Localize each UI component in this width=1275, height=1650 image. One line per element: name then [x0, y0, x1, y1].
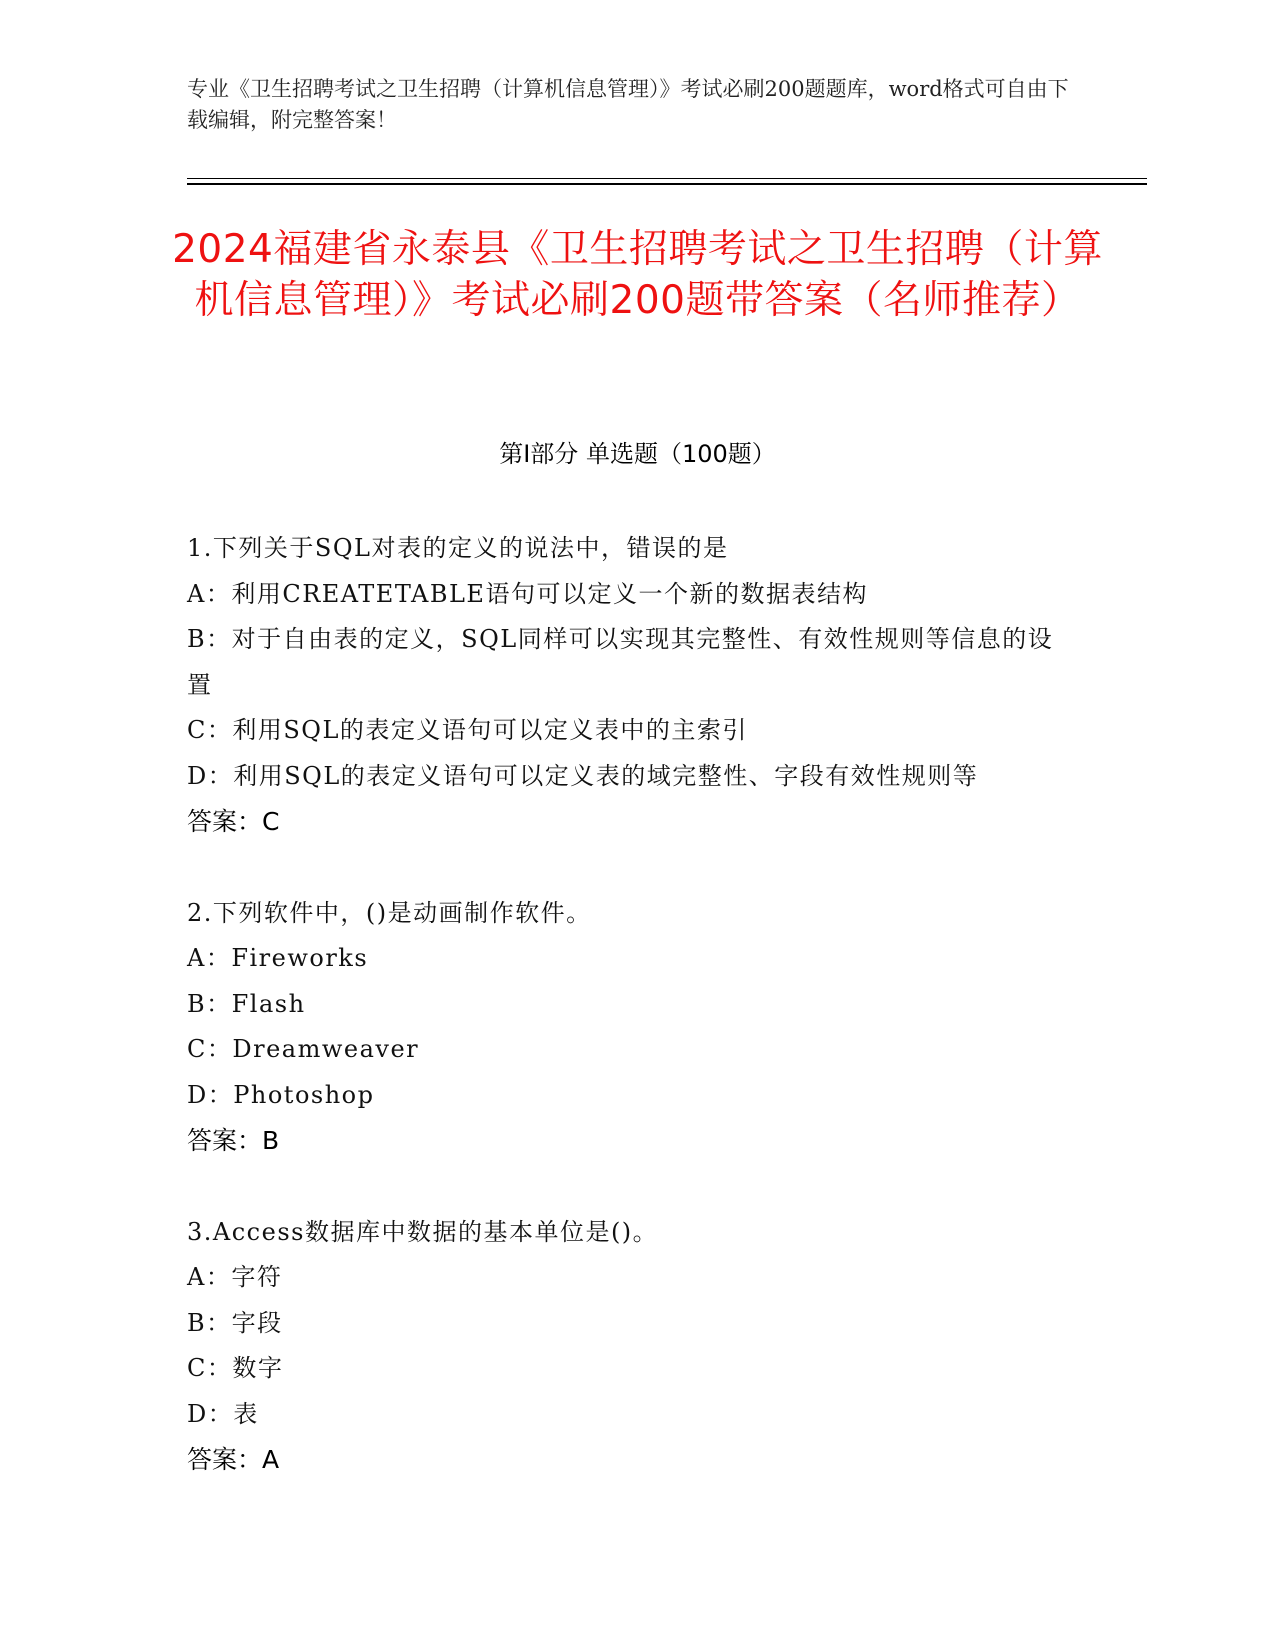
question-2: [187, 891, 1077, 1164]
option-a: A：Fireworks: [187, 944, 369, 972]
question-stem: 1.下列关于SQL对表的定义的说法中，错误的是: [187, 534, 729, 562]
question-list: [187, 526, 1077, 1529]
option-d: D：表: [187, 1399, 259, 1428]
answer-line: 答案：C: [187, 807, 280, 836]
option-b: B：字段: [187, 1308, 283, 1337]
question-stem: 2.下列软件中，()是动画制作软件。: [187, 898, 592, 927]
option-a: A：利用CREATETABLE语句可以定义一个新的数据表结构: [187, 579, 868, 608]
option-c: C：Dreamweaver: [187, 1035, 420, 1063]
answer-line: 答案：B: [187, 1126, 280, 1155]
answer-line: 答案：A: [187, 1445, 280, 1474]
option-d: D：利用SQL的表定义语句可以定义表的域完整性、字段有效性规则等: [187, 761, 979, 790]
question-3: [187, 1210, 1077, 1483]
document-title: 2024福建省永泰县《卫生招聘考试之卫生招聘（计算机信息管理）》考试必刷200题带答案（名师推荐）: [172, 227, 1103, 323]
option-c: C：利用SQL的表定义语句可以定义表中的主索引: [187, 716, 748, 744]
option-c: C：数字: [187, 1354, 284, 1382]
header-divider-thin: [187, 178, 1147, 179]
header-note: 专业《卫生招聘考试之卫生招聘（计算机信息管理）》考试必刷200题题库，word格式可自由下载编辑，附完整答案！: [187, 77, 1069, 132]
question-stem: 3.Access数据库中数据的基本单位是()。: [187, 1217, 659, 1246]
option-d: D：Photoshop: [187, 1080, 375, 1109]
section-title: 第Ⅰ部分 单选题（100题）: [499, 440, 776, 468]
option-b: B：对于自由表的定义，SQL同样可以实现其完整性、有效性规则等信息的设置: [187, 625, 1054, 699]
option-a: A：字符: [187, 1263, 283, 1291]
header-divider-thick: [187, 183, 1147, 185]
question-1: [187, 526, 1077, 845]
option-b: B：Flash: [187, 989, 306, 1018]
